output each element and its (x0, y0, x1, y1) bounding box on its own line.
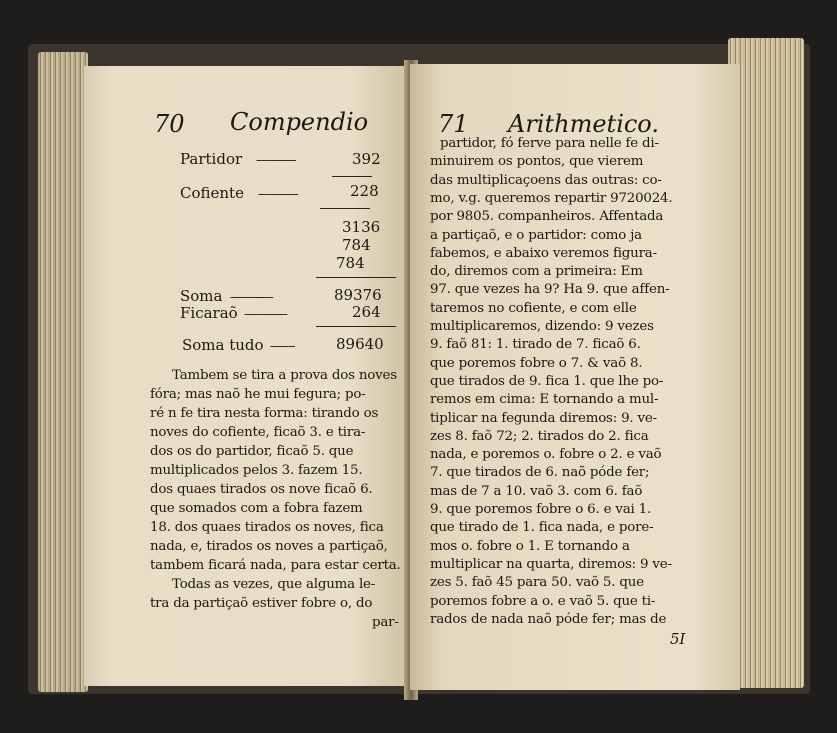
right-running-head: Arithmetico. (508, 110, 659, 138)
soma-tudo-value: 89640 (336, 335, 384, 353)
cofiente-value: 228 (350, 182, 379, 200)
partidor-leader: ------------- (256, 153, 296, 167)
text-line: ré n fe tira nesta forma: tirando os (150, 406, 379, 421)
left-page-edges (38, 52, 88, 692)
ficara-value: 264 (352, 303, 381, 321)
text-line: nada, e, tirados os noves a partiçaõ, (150, 539, 388, 554)
text-line: mas de 7 a 10. vaõ 3. com 6. faõ (430, 483, 643, 499)
left-body-text (150, 368, 410, 630)
text-line: do, diremos com a primeira: Em (430, 264, 643, 280)
text-line: 9. que poremos fobre o 6. e vai 1. (430, 502, 652, 517)
text-line: partidor, fó ferve para nelle fe di- (440, 136, 659, 151)
text-line: multiplicaremos, dizendo: 9 vezes (430, 319, 654, 334)
left-running-head: Compendio (230, 108, 369, 136)
left-page-number: 70 (154, 110, 185, 138)
text-line: tambem ficará nada, para estar certa. (150, 558, 401, 573)
text-line: nada, e poremos o. fobre o 2. e vaõ (430, 447, 662, 463)
cofiente-leader: ------------- (258, 187, 298, 201)
product-line: 3136 (342, 218, 381, 236)
text-line: 7. que tirados de 6. naõ póde fer; (430, 465, 650, 481)
text-line: 97. que vezes ha 9? Ha 9. que affen- (430, 282, 670, 298)
text-line: das multiplicaçoens das outras: co- (430, 172, 662, 188)
ficara-label: Ficaraõ (180, 304, 238, 322)
soma-tudo-leader: -------- (270, 339, 295, 353)
text-line: 18. dos quaes tirados os noves, fica (150, 520, 384, 535)
soma-label: Soma (180, 287, 223, 305)
text-line: tiplicar na fegunda diremos: 9. ve- (430, 410, 657, 426)
cofiente-label: Cofiente (180, 184, 244, 202)
text-line: noves do cofiente, ficaõ 3. e tira- (150, 425, 366, 440)
table-rule (332, 176, 372, 177)
text-line: Todas as vezes, que alguma le- (172, 577, 376, 592)
text-line: que somados com a fobra fazem (150, 501, 363, 516)
text-line: fabemos, e abaixo veremos figura- (430, 245, 657, 261)
partidor-label: Partidor (180, 150, 243, 168)
text-line: dos os do partidor, ficaõ 5. que (150, 444, 354, 459)
text-line: taremos no cofiente, e com elle (430, 300, 637, 316)
text-line: multiplicar na quarta, diremos: 9 ve- (430, 556, 672, 572)
text-line: minuirem os pontos, que vierem (430, 154, 644, 170)
left-page (84, 66, 414, 686)
text-line: remos em cima: E tornando a mul- (430, 392, 659, 408)
text-line: par- (372, 615, 399, 630)
text-line: a partiçaõ, e o partidor: como ja (430, 227, 642, 243)
text-line: que poremos fobre o 7. & vaõ 8. (430, 355, 643, 371)
text-line: fóra; mas naõ he mui fegura; po- (150, 387, 366, 402)
text-line: 9. faõ 81: 1. tirado de 7. ficaõ 6. (430, 337, 641, 353)
table-rule (316, 277, 396, 278)
text-line: que tirado de 1. fica nada, e pore- (430, 520, 654, 536)
text-line: poremos fobre a o. e vaõ 5. que ti- (430, 593, 656, 609)
text-line: zes 5. faõ 45 para 50. vaõ 5. que (430, 575, 644, 591)
right-page-number: 71 (438, 110, 469, 138)
text-line: que tirados de 9. fica 1. que lhe po- (430, 373, 664, 389)
right-page (410, 64, 740, 690)
soma-value: 89376 (334, 286, 382, 304)
catchword: 5I (670, 630, 686, 648)
text-line: tra da partiçaõ estiver fobre o, do (150, 596, 373, 611)
text-line: mos o. fobre o 1. E tornando a (430, 538, 630, 554)
table-rule (320, 208, 370, 209)
ficara-leader: -------------- (244, 307, 287, 321)
text-line: dos quaes tirados os nove ficaõ 6. (150, 482, 373, 497)
text-line: mo, v.g. queremos repartir 9720024. (430, 190, 673, 206)
text-line: rados de nada naõ póde fer; mas de (430, 611, 667, 627)
text-line: zes 8. faõ 72; 2. tirados do 2. fica (430, 428, 649, 444)
text-line: Tambem se tira a prova dos noves (172, 368, 397, 383)
soma-tudo-label: Soma tudo (182, 336, 264, 354)
text-line: por 9805. companheiros. Affentada (430, 209, 664, 225)
product-line: 784 (342, 236, 371, 254)
product-line: 784 (336, 254, 365, 272)
right-body-text (430, 136, 730, 666)
text-line: multiplicados pelos 3. fazem 15. (150, 463, 363, 478)
soma-leader: -------------- (230, 290, 273, 304)
table-rule (316, 326, 396, 327)
partidor-value: 392 (352, 150, 381, 168)
